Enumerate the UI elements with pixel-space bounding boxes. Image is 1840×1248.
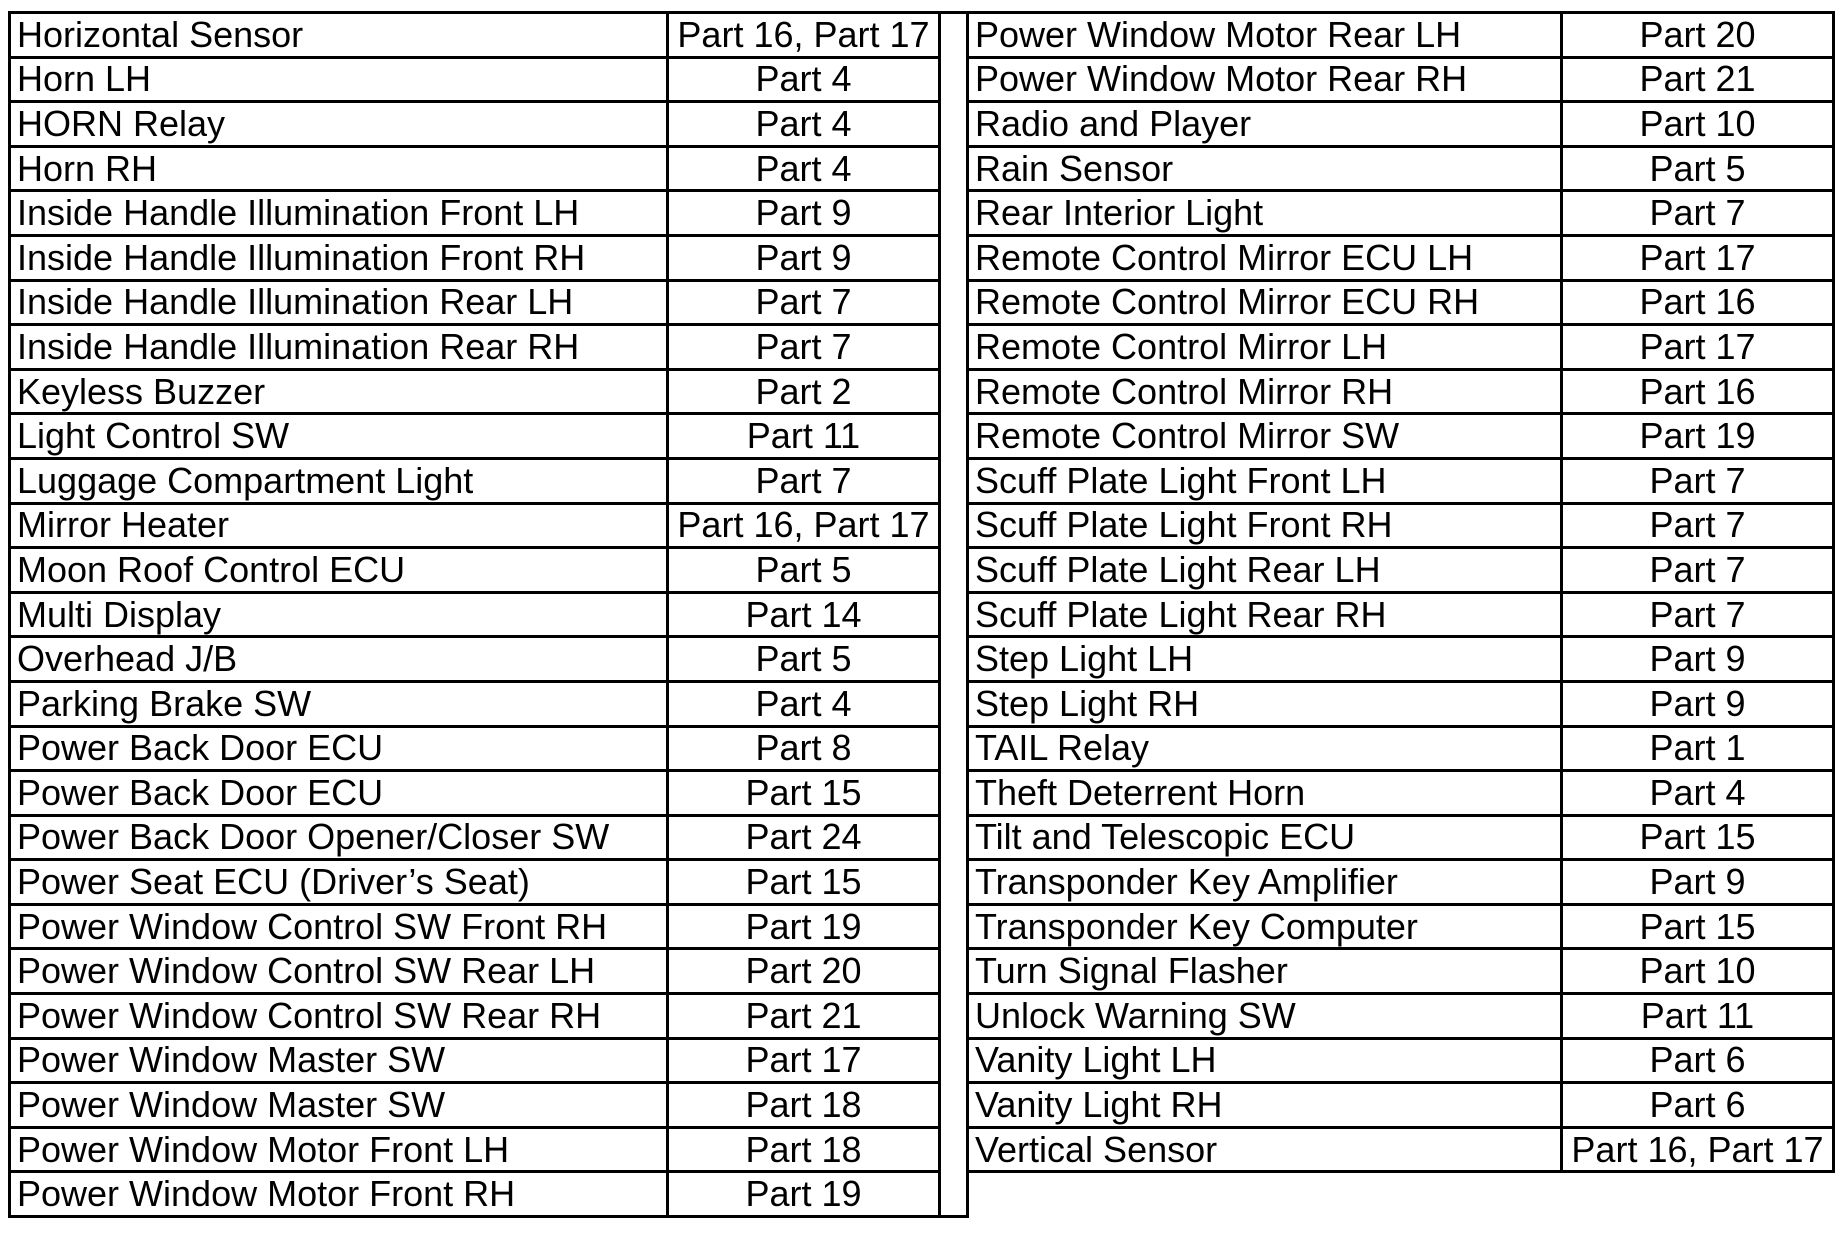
part-reference-cell: Part 19 — [668, 904, 940, 949]
column-divider — [940, 13, 968, 1217]
part-reference-cell: Part 5 — [668, 637, 940, 682]
table-row — [10, 325, 968, 370]
table-row — [968, 771, 1834, 816]
component-name-cell: HORN Relay — [10, 102, 668, 147]
table-row — [968, 860, 1834, 905]
table-row — [968, 191, 1834, 236]
component-name-cell: Mirror Heater — [10, 503, 668, 548]
component-name-cell: Inside Handle Illumination Rear LH — [10, 280, 668, 325]
component-name-cell: Transponder Key Amplifier — [968, 860, 1562, 905]
part-reference-cell: Part 4 — [668, 57, 940, 102]
part-reference-cell: Part 16, Part 17 — [668, 13, 940, 58]
table-row — [968, 548, 1834, 593]
table-row — [968, 13, 1834, 58]
part-reference-cell: Part 10 — [1562, 102, 1834, 147]
table-row — [968, 949, 1834, 994]
component-name-cell: Keyless Buzzer — [10, 369, 668, 414]
table-row — [10, 146, 968, 191]
part-reference-cell: Part 24 — [668, 815, 940, 860]
table-row — [968, 592, 1834, 637]
component-name-cell: Luggage Compartment Light — [10, 458, 668, 503]
component-name-cell: Scuff Plate Light Front RH — [968, 503, 1562, 548]
part-reference-cell: Part 5 — [1562, 146, 1834, 191]
part-reference-cell: Part 8 — [668, 726, 940, 771]
component-name-cell: Turn Signal Flasher — [968, 949, 1562, 994]
table-row — [968, 1083, 1834, 1128]
part-reference-cell: Part 9 — [668, 235, 940, 280]
part-reference-cell: Part 20 — [1562, 13, 1834, 58]
component-name-cell: Theft Deterrent Horn — [968, 771, 1562, 816]
part-reference-cell: Part 15 — [668, 860, 940, 905]
part-reference-cell: Part 7 — [668, 458, 940, 503]
table-row — [10, 369, 968, 414]
component-name-cell: Remote Control Mirror ECU LH — [968, 235, 1562, 280]
table-row — [10, 949, 968, 994]
table-row — [10, 13, 968, 58]
table-row — [968, 637, 1834, 682]
table-row — [10, 280, 968, 325]
table-row — [968, 1127, 1834, 1172]
table-row — [10, 726, 968, 771]
component-name-cell: Scuff Plate Light Front LH — [968, 458, 1562, 503]
part-reference-cell: Part 7 — [668, 280, 940, 325]
part-reference-cell: Part 19 — [668, 1172, 940, 1217]
left-table-body — [10, 13, 968, 1217]
table-row — [968, 414, 1834, 459]
table-row — [10, 1172, 968, 1217]
part-reference-cell: Part 5 — [668, 548, 940, 593]
table-row — [10, 548, 968, 593]
component-name-cell: Multi Display — [10, 592, 668, 637]
component-name-cell: Power Window Control SW Front RH — [10, 904, 668, 949]
part-reference-cell: Part 7 — [1562, 503, 1834, 548]
component-name-cell: Power Seat ECU (Driver’s Seat) — [10, 860, 668, 905]
part-reference-cell: Part 11 — [668, 414, 940, 459]
part-reference-cell: Part 7 — [1562, 548, 1834, 593]
table-row — [968, 726, 1834, 771]
component-name-cell: Parking Brake SW — [10, 681, 668, 726]
component-name-cell: Horizontal Sensor — [10, 13, 668, 58]
part-reference-cell: Part 21 — [668, 994, 940, 1039]
component-name-cell: Vanity Light LH — [968, 1038, 1562, 1083]
part-reference-cell: Part 11 — [1562, 994, 1834, 1039]
table-row — [968, 235, 1834, 280]
table-row — [10, 57, 968, 102]
component-name-cell: Light Control SW — [10, 414, 668, 459]
part-reference-cell: Part 15 — [1562, 815, 1834, 860]
component-name-cell: TAIL Relay — [968, 726, 1562, 771]
part-reference-cell: Part 18 — [668, 1083, 940, 1128]
part-reference-cell: Part 19 — [1562, 414, 1834, 459]
part-reference-cell: Part 10 — [1562, 949, 1834, 994]
component-name-cell: Power Window Motor Rear LH — [968, 13, 1562, 58]
table-row — [968, 1038, 1834, 1083]
component-name-cell: Scuff Plate Light Rear RH — [968, 592, 1562, 637]
table-row — [10, 637, 968, 682]
part-reference-cell: Part 20 — [668, 949, 940, 994]
component-name-cell: Step Light LH — [968, 637, 1562, 682]
table-row — [10, 815, 968, 860]
component-name-cell: Power Window Control SW Rear LH — [10, 949, 668, 994]
component-name-cell: Horn RH — [10, 146, 668, 191]
component-name-cell: Power Back Door Opener/Closer SW — [10, 815, 668, 860]
table-row — [10, 414, 968, 459]
part-reference-cell: Part 9 — [1562, 637, 1834, 682]
component-name-cell: Power Window Control SW Rear RH — [10, 994, 668, 1039]
table-row — [968, 146, 1834, 191]
part-reference-cell: Part 16 — [1562, 369, 1834, 414]
table-row — [968, 369, 1834, 414]
table-row — [10, 1127, 968, 1172]
component-name-cell: Rear Interior Light — [968, 191, 1562, 236]
component-name-cell: Power Window Master SW — [10, 1038, 668, 1083]
part-reference-cell: Part 17 — [668, 1038, 940, 1083]
table-row — [968, 57, 1834, 102]
component-name-cell: Remote Control Mirror LH — [968, 325, 1562, 370]
part-reference-cell: Part 16, Part 17 — [668, 503, 940, 548]
part-reference-cell: Part 15 — [668, 771, 940, 816]
component-name-cell: Transponder Key Computer — [968, 904, 1562, 949]
part-reference-cell: Part 7 — [1562, 592, 1834, 637]
component-name-cell: Scuff Plate Light Rear LH — [968, 548, 1562, 593]
table-row — [10, 681, 968, 726]
component-name-cell: Vanity Light RH — [968, 1083, 1562, 1128]
part-reference-cell: Part 14 — [668, 592, 940, 637]
table-row — [968, 681, 1834, 726]
component-name-cell: Inside Handle Illumination Rear RH — [10, 325, 668, 370]
component-name-cell: Moon Roof Control ECU — [10, 548, 668, 593]
table-row — [968, 994, 1834, 1039]
component-name-cell: Power Back Door ECU — [10, 771, 668, 816]
component-name-cell: Remote Control Mirror RH — [968, 369, 1562, 414]
component-name-cell: Power Window Master SW — [10, 1083, 668, 1128]
table-row — [968, 503, 1834, 548]
right-component-table — [966, 11, 1835, 1173]
part-reference-cell: Part 9 — [1562, 681, 1834, 726]
table-row — [10, 503, 968, 548]
component-name-cell: Power Window Motor Rear RH — [968, 57, 1562, 102]
table-row — [968, 325, 1834, 370]
part-reference-cell: Part 16, Part 17 — [1562, 1127, 1834, 1172]
part-reference-cell: Part 4 — [668, 681, 940, 726]
component-name-cell: Horn LH — [10, 57, 668, 102]
component-name-cell: Step Light RH — [968, 681, 1562, 726]
part-reference-cell: Part 4 — [1562, 771, 1834, 816]
part-reference-cell: Part 4 — [668, 146, 940, 191]
part-reference-cell: Part 7 — [668, 325, 940, 370]
table-row — [10, 235, 968, 280]
component-name-cell: Unlock Warning SW — [968, 994, 1562, 1039]
table-row — [10, 994, 968, 1039]
part-reference-cell: Part 15 — [1562, 904, 1834, 949]
component-name-cell: Remote Control Mirror ECU RH — [968, 280, 1562, 325]
part-reference-cell: Part 9 — [668, 191, 940, 236]
table-row — [10, 1083, 968, 1128]
component-name-cell: Inside Handle Illumination Front RH — [10, 235, 668, 280]
component-name-cell: Inside Handle Illumination Front LH — [10, 191, 668, 236]
part-reference-cell: Part 7 — [1562, 458, 1834, 503]
component-name-cell: Overhead J/B — [10, 637, 668, 682]
table-row — [968, 458, 1834, 503]
part-reference-cell: Part 17 — [1562, 325, 1834, 370]
part-reference-cell: Part 7 — [1562, 191, 1834, 236]
part-reference-cell: Part 9 — [1562, 860, 1834, 905]
table-row — [968, 102, 1834, 147]
table-row — [10, 102, 968, 147]
component-name-cell: Power Back Door ECU — [10, 726, 668, 771]
table-row — [968, 815, 1834, 860]
component-name-cell: Power Window Motor Front LH — [10, 1127, 668, 1172]
table-row — [10, 904, 968, 949]
right-table-body — [968, 13, 1834, 1172]
component-name-cell: Remote Control Mirror SW — [968, 414, 1562, 459]
table-row — [10, 1038, 968, 1083]
table-row — [10, 860, 968, 905]
part-reference-cell: Part 1 — [1562, 726, 1834, 771]
component-name-cell: Power Window Motor Front RH — [10, 1172, 668, 1217]
component-name-cell: Tilt and Telescopic ECU — [968, 815, 1562, 860]
table-row — [10, 592, 968, 637]
table-row — [10, 191, 968, 236]
part-reference-cell: Part 16 — [1562, 280, 1834, 325]
component-name-cell: Radio and Player — [968, 102, 1562, 147]
component-name-cell: Vertical Sensor — [968, 1127, 1562, 1172]
table-row — [968, 280, 1834, 325]
part-reference-cell: Part 18 — [668, 1127, 940, 1172]
component-name-cell: Rain Sensor — [968, 146, 1562, 191]
table-row — [968, 904, 1834, 949]
part-reference-cell: Part 21 — [1562, 57, 1834, 102]
part-reference-cell: Part 4 — [668, 102, 940, 147]
left-component-table — [8, 11, 969, 1218]
table-row — [10, 458, 968, 503]
part-reference-cell: Part 17 — [1562, 235, 1834, 280]
part-reference-cell: Part 6 — [1562, 1083, 1834, 1128]
part-reference-cell: Part 2 — [668, 369, 940, 414]
table-row — [10, 771, 968, 816]
part-reference-cell: Part 6 — [1562, 1038, 1834, 1083]
